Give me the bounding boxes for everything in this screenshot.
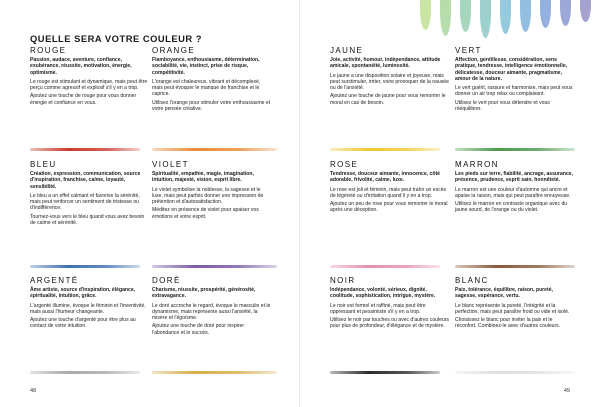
color-tip: Ajoutez une touche de jaune pour vous remonter le moral en cas de besoin.: [330, 93, 446, 106]
color-keywords: Flamboyance, enthousiasme, détermination, sociabilité, vie, instinct, prise de risque, compétitivité.: [152, 57, 260, 76]
color-description: Le marron est une couleur d'automne qui ancre et apaise la raison, mais qui peut paraître ennuyeuse.: [455, 186, 571, 199]
paint-stroke: [560, 0, 571, 26]
page-number-right: 49: [563, 388, 570, 394]
color-keywords: Joie, activité, humour, indépendance, attitude amicale, spontanéité, luminosité.: [330, 57, 441, 70]
color-keywords: Affection, gentillesse, considération, sens pratique, tendresse, intelligence émotionnelle, délicatesse, douceur aimante, pragmatisme, amour de la nature.: [455, 57, 568, 82]
paint-stroke: [420, 0, 431, 30]
paint-stroke: [480, 0, 491, 38]
color-keywords: Charisme, réussite, prospérité, générosité, extravagance.: [152, 287, 256, 300]
color-keywords: Les pieds sur terre, fiabilité, ancrage, assurance, présence, prudence, esprit sain, honnêteté.: [455, 171, 574, 184]
color-name: DORÉ: [152, 276, 181, 285]
swatch-violet: [152, 265, 277, 268]
color-description: Le noir est formel et raffiné, mais peut être oppressant et pessimiste s'il y en a trop.: [330, 302, 426, 315]
color-tip: Ajoutez un peu de rose pour vous remonter le moral après une déception.: [330, 201, 448, 214]
swatch-vert: [455, 148, 575, 151]
color-keywords: Âme artiste, source d'inspiration, élégance, spiritualité, intuition, grâce.: [30, 287, 136, 300]
color-name: ORANGE: [152, 46, 196, 55]
color-block-rouge: [30, 46, 150, 108]
color-name: ARGENTÉ: [30, 276, 79, 285]
color-description: Le vert guérit, rassure et harmonise, mais peut vous donner un air trop relax ou complaisant.: [455, 85, 573, 98]
color-tip: Ajoutez une touche d'argenté pour être plus au contact de votre intuition.: [30, 317, 136, 330]
color-name: NOIR: [330, 276, 356, 285]
color-keywords: Création, expression, communication, source d'inspiration, franchise, calme, loyauté, sensibilité.: [30, 171, 141, 190]
paint-stroke: [580, 0, 591, 22]
color-name: JAUNE: [330, 46, 364, 55]
color-tip: Choisissez le blanc pour inviter la paix et le réconfort. Combinez-le avec d'autres couleurs.: [455, 317, 561, 330]
color-block-marron: [455, 160, 575, 216]
color-tip: Tournez-vous vers le bleu quand vous avez besoin de calme et sérénité.: [30, 213, 145, 227]
color-block-vert: [455, 46, 575, 114]
swatch-jaune: [330, 148, 440, 151]
color-tip: Utilisez le marron en contraste organique avec du jaune sourd, de l'orange ou du violet.: [455, 201, 568, 214]
color-keywords: Passion, audace, aventure, confiance, exubérance, réussite, motivation, énergie, optimisme.: [30, 57, 132, 76]
page-heading: QUELLE SERA VOTRE COULEUR ?: [30, 33, 203, 44]
color-keywords: Spiritualité, empathie, magie, imagination, intuition, majesté, vision, esprit libre.: [152, 171, 254, 184]
color-description: L'argenté illumine, évoque le féminin et l'inventivité, mais aussi l'humeur changeante.: [30, 302, 146, 315]
color-tip: Ajoutez une touche de rouge pour vous donner énergie et confiance en vous.: [30, 93, 137, 106]
swatch-blanc: [455, 371, 575, 374]
color-name: VIOLET: [152, 160, 189, 169]
color-block-bleu: [30, 160, 150, 228]
color-block-blanc: [455, 276, 575, 332]
color-keywords: Tendresse, douceur aimante, innocence, côté adorable, frivolité, calme, luxe.: [330, 171, 441, 184]
page-number-left: 48: [30, 388, 37, 394]
color-name: ROUGE: [30, 46, 67, 55]
color-name: MARRON: [455, 160, 499, 169]
color-keywords: Paix, tolérance, équilibre, raison, pureté, sagesse, espérance, vertu.: [455, 287, 553, 300]
right-page: [300, 0, 600, 407]
color-description: Le violet symbolise la noblesse, la sagesse et le luxe, mais peut parfois donner une impression de prétention et d'autosatisfaction.: [152, 186, 264, 206]
swatch-rose: [330, 265, 440, 268]
paint-stroke: [460, 0, 471, 32]
swatch-argente: [30, 371, 140, 374]
color-description: Le jaune a une disposition solaire et joyeuse, mais peut surstimuler, irriter, voire provoquer de la nausée ou de l'anxiété.: [330, 72, 449, 92]
color-keywords: Indépendance, volonté, sérieux, dignité, coolitude, sophistication, intrigue, mystère.: [330, 287, 436, 300]
color-tip: Ajoutez une touche de doré pour inspirer l'abondance et le succès.: [152, 323, 245, 336]
color-tip: Utilisez le noir par touches ou avec d'autres couleurs pour plus de profondeur, d'élégance et de mystère.: [330, 317, 450, 330]
paint-stroke: [540, 0, 551, 28]
color-description: Le doré accroche le regard, évoque le masculin et le dynamisme, mais représente aussi l'anxiété, la misère et l'égoïsme.: [152, 302, 271, 322]
color-description: Le bleu a un effet calmant et favorise la sérénité, mais peut renforcer un sentiment de tristesse ou d'indifférence.: [30, 192, 140, 212]
color-description: L'orange est chaleureux, vibrant et décomplexé, mais peut évoquer le manque de franchise et le caprice.: [152, 78, 261, 98]
swatch-dore: [152, 371, 277, 374]
color-description: Le rose est joli et féminin, mais peut trahir un excès de légèreté ou d'irritation quand il y en a trop.: [330, 186, 447, 199]
color-block-rose: [330, 160, 450, 216]
color-name: VERT: [455, 46, 482, 55]
color-name: BLEU: [30, 160, 57, 169]
color-description: Le blanc représente la pureté, l'intégrité et la perfection, mais peut paraître froid ou vide et isolé.: [455, 302, 570, 315]
color-block-argente: [30, 276, 150, 332]
swatch-orange: [152, 148, 277, 151]
color-block-dore: [152, 276, 272, 338]
swatch-bleu: [30, 265, 140, 268]
color-block-violet: [152, 160, 272, 222]
color-tip: Méditez en présence de violet pour apaiser vos émotions et votre esprit.: [152, 207, 259, 220]
color-block-noir: [330, 276, 450, 332]
swatch-marron: [455, 265, 575, 268]
paint-stroke: [440, 0, 451, 36]
color-tip: Utilisez l'orange pour stimuler votre enthousiasme et votre pensée créative.: [152, 99, 271, 113]
color-block-jaune: [330, 46, 450, 108]
paint-stroke: [500, 0, 511, 34]
swatch-rouge: [30, 148, 140, 151]
color-tip: Utilisez le vert pour vous détendre et vous rééquilibrer.: [455, 99, 550, 113]
color-description: Le rouge est stimulant et dynamique, mais peut être perçu comme agressif et explosif s'il y en a trop.: [30, 78, 148, 92]
color-block-orange: [152, 46, 272, 114]
swatch-noir: [330, 371, 440, 374]
color-name: BLANC: [455, 276, 489, 285]
paint-stroke: [520, 0, 531, 32]
color-name: ROSE: [330, 160, 359, 169]
